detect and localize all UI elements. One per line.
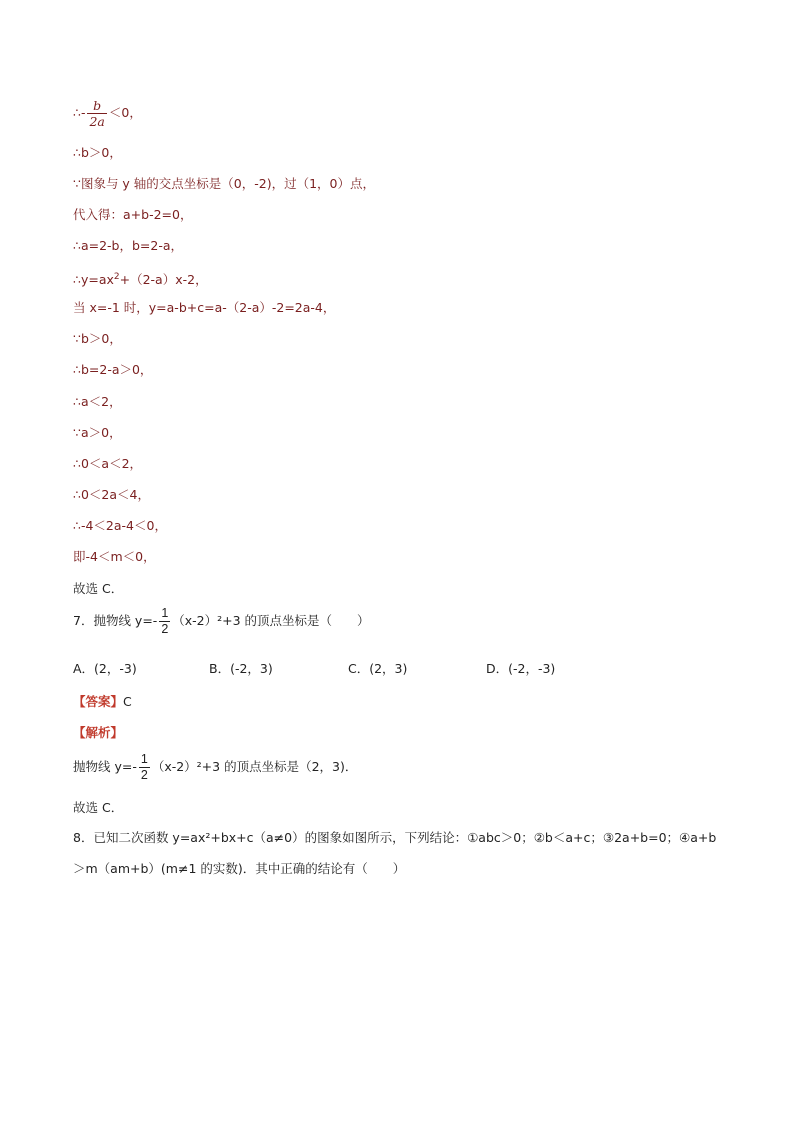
question-8-line-1: 8．已知二次函数 y=ax²+bx+c（a≠0）的图象如图所示，下列结论：①abc＞0；②b＜a+c；③2a+b=0；④a+b	[73, 830, 717, 845]
option-b: B．(-2，3)	[209, 661, 273, 676]
analysis-line: 抛物线 y=- $\frac{1}{2}$ （x-2）²+3 的顶点坐标是（2，3)．	[73, 752, 358, 782]
answer-value: C	[123, 694, 132, 709]
solution-line-12: ∴0＜a＜2，	[73, 456, 143, 471]
answer-label: 【答案】	[73, 694, 124, 709]
solution-line-2: ∴b＞0，	[73, 145, 122, 160]
option-c: C．(2，3)	[348, 661, 408, 676]
analysis-fraction-one-half: $\frac{1}{2}$	[140, 752, 148, 782]
question-8-line-2: ＞m（am+b）(m≠1 的实数)．其中正确的结论有（ ）	[73, 861, 406, 876]
solution-line-4: 代入得：a+b-2=0，	[73, 207, 193, 222]
option-d: D．(-2，-3)	[486, 661, 556, 676]
fraction-b-over-2a: $\frac{b}{2a}$	[89, 98, 105, 129]
analysis-conclusion: 故选 C．	[73, 800, 124, 815]
solution-line-3: ∵图象与 y 轴的交点坐标是（0，-2)，过（1，0）点，	[73, 176, 375, 191]
solution-line-5: ∴a=2-b，b=2-a，	[73, 238, 184, 253]
question-7: 7．抛物线 y=- $\frac{1}{2}$ （x-2）²+3 的顶点坐标是（ ）	[73, 606, 370, 636]
solution-line-6: $\therefore y=ax^2+(2-a)x-2$，	[73, 272, 208, 288]
analysis-label: 【解析】	[73, 725, 124, 740]
solution-line-13: ∴0＜2a＜4，	[73, 487, 150, 502]
q7-options	[0, 659, 794, 679]
solution-line-15: 即-4＜m＜0，	[73, 549, 156, 564]
solution-line-8: ∵b＞0，	[73, 331, 122, 346]
answer-line	[73, 693, 132, 711]
solution-line-11: ∵a＞0，	[73, 425, 122, 440]
option-a: A．(2，-3)	[73, 661, 137, 676]
solution-line-10: ∴a＜2，	[73, 394, 122, 409]
fraction-one-half: $\frac{1}{2}$	[161, 606, 169, 636]
solution-line-9: ∴b=2-a＞0，	[73, 362, 153, 377]
solution-conclusion: 故选 C．	[73, 581, 124, 596]
solution-line-1: ∴- $\frac{b}{2a}$ ＜0，	[73, 98, 142, 129]
solution-line-14: ∴-4＜2a-4＜0，	[73, 518, 167, 533]
solution-line-7: 当 x=-1 时，y=a-b+c=a-（2-a）-2=2a-4，	[73, 300, 336, 315]
